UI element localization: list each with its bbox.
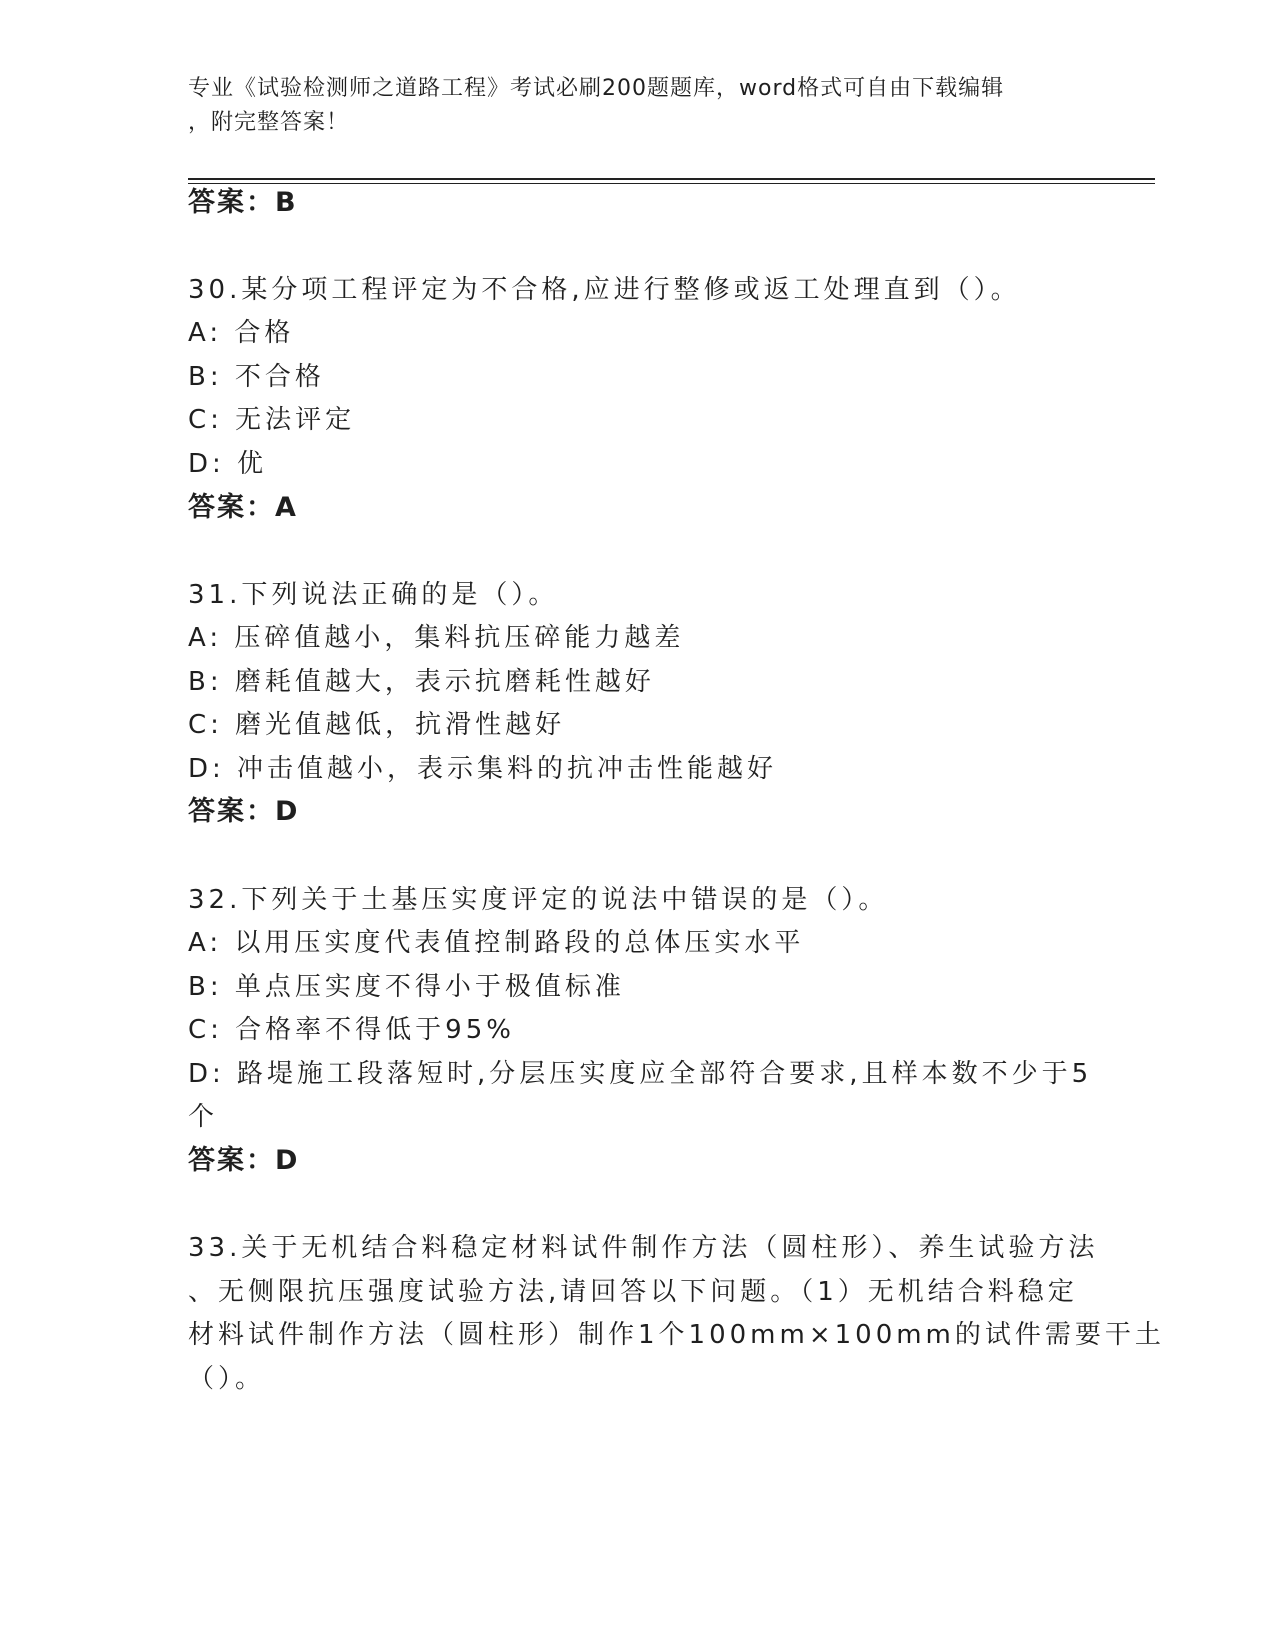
header-line-2: ，附完整答案！ — [188, 110, 350, 135]
option-30-d: D: 优 — [188, 449, 268, 479]
answer-32: 答案：D — [188, 1145, 300, 1176]
question-33-line-2: 、无侧限抗压强度试验方法,请回答以下问题。（1）无机结合料稳定 — [188, 1277, 1078, 1307]
answer-29: 答案：B — [188, 187, 298, 218]
document-header — [188, 72, 1088, 140]
option-32-c: C: 合格率不得低于95% — [188, 1015, 515, 1045]
question-33-line-1: 33.关于无机结合料稳定材料试件制作方法（圆柱形）、养生试验方法 — [188, 1233, 1099, 1263]
question-31: 31.下列说法正确的是（）。 — [188, 580, 559, 610]
option-31-a: A: 压碎值越小，集料抗压碎能力越差 — [188, 623, 685, 653]
question-33-line-4: （）。 — [188, 1364, 266, 1394]
answer-30: 答案：A — [188, 492, 298, 523]
header-divider-thin — [188, 183, 1155, 184]
option-31-d: D: 冲击值越小，表示集料的抗冲击性能越好 — [188, 754, 778, 784]
option-32-d-continued: 个 — [188, 1102, 219, 1132]
header-divider — [188, 178, 1155, 180]
option-32-a: A: 以用压实度代表值控制路段的总体压实水平 — [188, 928, 805, 958]
header-line-1: 专业《试验检测师之道路工程》考试必刷200题题库，word格式可自由下载编辑 — [188, 76, 1005, 101]
option-30-b: B: 不合格 — [188, 362, 325, 392]
question-30: 30.某分项工程评定为不合格,应进行整修或返工处理直到（）。 — [188, 275, 1021, 305]
answer-31: 答案：D — [188, 796, 300, 827]
option-31-b: B: 磨耗值越大，表示抗磨耗性越好 — [188, 667, 655, 697]
option-32-b: B: 单点压实度不得小于极值标准 — [188, 972, 625, 1002]
option-32-d: D: 路堤施工段落短时,分层压实度应全部符合要求,且样本数不少于5 — [188, 1059, 1093, 1089]
option-31-c: C: 磨光值越低，抗滑性越好 — [188, 710, 566, 740]
question-33-line-3: 材料试件制作方法（圆柱形）制作1个100mm×100mm的试件需要干土 — [188, 1320, 1165, 1350]
option-30-c: C: 无法评定 — [188, 405, 356, 435]
question-32: 32.下列关于土基压实度评定的说法中错误的是（）。 — [188, 885, 889, 915]
option-30-a: A: 合格 — [188, 318, 295, 348]
